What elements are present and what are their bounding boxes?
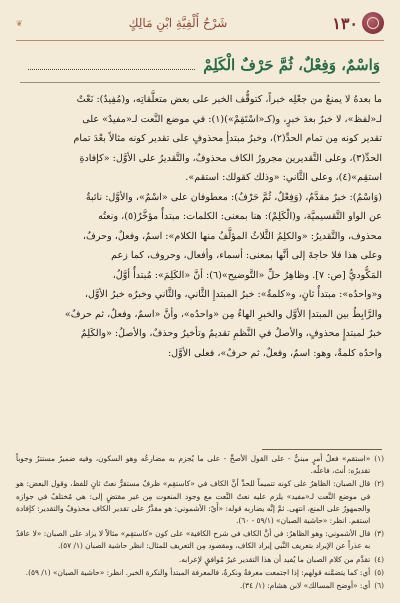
body-line: استقِم»(٤)، وعلى الثَّاني: «وذلك كقولك: استقم». xyxy=(185,172,382,183)
footnote-number: (٤) xyxy=(374,554,384,564)
footnote xyxy=(16,567,384,579)
footnote xyxy=(16,478,384,527)
verse-text: وَاسْمٌ، وَفِعْلٌ، ثُمَّ حَرْفٌ الْكَلِمْ xyxy=(203,56,380,74)
footnote-text: أي: «أوضح المسالك» لابن هشام: (١/ ٣٤). xyxy=(239,581,371,591)
body-line: واحدُه كلمةٌ، وهو: اسمٌ، وفعلٌ، ثم حرفٌ»، فعلى الأوَّل: xyxy=(167,347,382,359)
body-line: ما بعدهُ لا يمنعُ من جعْلِه خبراً، كتوقُّف الخبر على بعض متعلَّقاتِه، و(مُفِيدٌ): نَعْتٌ xyxy=(76,94,382,105)
body-line: خبرٌ لمبتدإٍ محذوفٍ، والأصلُ في النَّظمِ تقديمٌ وتأخيرٌ وحذفٌ، والأصلُ: «والكَلِمُ xyxy=(80,328,382,339)
footnote-number: (١) xyxy=(374,454,384,463)
body-line: لـ«لفظ»، لا خبرٌ بعدَ خبرٍ، و(كـ«اسْتَقِمْ»)(١): في موضع النَّعت لـ«مفيدٌ» على xyxy=(82,113,382,125)
verse-heading xyxy=(20,56,380,74)
footnote-text: أي: كما يتضمَّنه قولهم: إذا اجتمعت معرفةٌ ونكرةٌ، فالمعرفة المبتدأ والنكرة الخبر. انظر: «حاشية الصبان» (١/ ٥٩). xyxy=(25,567,371,577)
medallion-ornament-icon xyxy=(362,12,384,34)
body-line: عن الواو التَّقسيميَّة، و(الْكَلِمْ): هنا بمعنى: الكلمات: مبتدأٌ مؤخَّرٌ(٥)، ونعتُه xyxy=(98,211,382,222)
footnotes xyxy=(16,453,384,603)
body-line: الحدِّ(٣)، وعلى التَّقديرين مجرورُ الكاف محذوفٌ، والتَّقديرُ على الأوَّل: «كإفادةِ xyxy=(79,152,382,164)
footnote-number: (٢) xyxy=(374,479,384,489)
verse-dotted-leader xyxy=(28,61,195,70)
footnote-number: (٦) xyxy=(374,581,384,591)
body-line: المَكُّوديُّ [ص: ٧]. وظاهِرُ حلِّ «التَّوضيح»(٦): أنَّ «الكَلِمَ»: مُبتدأٌ أوَّلُ، xyxy=(112,269,382,281)
page-number: ١٣٠ xyxy=(332,13,358,33)
footnote-text: قال الأشموني: وهو الظاهرُ: في أنَّ الكاف في شرح الكافية» على كون «كاستقِم» مثالاً لا يزاد على الصبان: «لا عاقدٌ به عذراً عن الإيراد بتعريف النَّبي إيراد الكاف، ومقصود مِن التعريف للمثال: انظر حاشية الصبان (١/ ٥٧). xyxy=(16,529,371,551)
footnote xyxy=(16,528,384,552)
body-line: وعلى هذا فلا حاجةَ إلى أنَّها بمعنى: أسماء، وأفعال، وحروف، كما زعم xyxy=(111,250,382,261)
footnote-text: تقدَّم من كلام الصبان ما يُفيد أن هذا التقدير غيرُ مُوافقٍ لإعرابه. xyxy=(178,554,371,564)
body-line: و«واحدُه»: مبتدأٌ ثانٍ، و«كلمةٌ»: خبرُ المبتدإِ الثَّاني، والثَّاني وخبرُه خبرُ الأوَّل، xyxy=(84,289,382,300)
body-line: والرَّابِطُ بين المبتدإ الأوَّل والخبرِ الهاءُ مِن «واحدُه»، وأنَّ «اسمٌ، وفعلٌ، ثم حرفٌ» xyxy=(64,308,382,320)
body-line: تقدير كونه مِن تمام الحدِّ(٢)، وخبرُ مبتدأٍ محذوفٍ على تقدير كونه مثالاً بعْدَ تمام xyxy=(73,133,382,144)
body-line: (وَاسْمٌ): خبرٌ مقدَّمٌ، (وَفِعْلٌ، ثُمَّ حَرْفٌ): معطوفان على «اسْمٌ»، والأوَّل: نائبةٌ xyxy=(85,191,382,203)
footnote xyxy=(16,554,384,566)
footnote-number: (٣) xyxy=(374,529,384,539)
header-ornament-icon: ❦ xyxy=(16,18,24,28)
running-title: شَرْحُ أَلْفِيَّةِ ابْنِ مَالِكٍ xyxy=(128,16,228,30)
footnote xyxy=(16,453,384,477)
body-line: محذوف، والتَّقديرُ: «والكلِمُ الثَّلاثُ المؤلَّفُ منها الكلام»: اسمٌ، وفعلٌ، وحرفٌ، xyxy=(82,230,382,242)
footnote-text: قال الصبان: الظاهرُ على كونه تتميماً للحدِّ أنَّ الكاف في «كاستقِم» ظرفٌ مستقرٌّ نعتٌ ثانٍ للفظ، وقول البعض: هو في موضع النَّعت لـ«مفيد» يلزم عليه نعتُ النَّعت مع وجود المنعوت مِن غير مقتضٍ إلى: هي مُختلفٌ في جوازه والجمهورُ على المنع، انتهى. ثمَّ إنَّه يضاربه قوله: «أَيْ: الأشموني: هو مقدَّرٌ على تقدير الكاف محذوفٌ والتقدير: كإفادة استقم. انظر: «حاشية الصبان» (٥٩/١ - ٦٠). xyxy=(16,479,371,526)
footnote-number: (٥) xyxy=(374,567,384,577)
page-number-block xyxy=(332,12,384,34)
verse-divider xyxy=(20,82,380,83)
commentary-body xyxy=(18,90,382,445)
page-header xyxy=(16,6,384,41)
footnote-divider xyxy=(262,449,382,450)
footnote xyxy=(16,580,384,592)
footnote-text: «استقم» فعلُ أمرٍ مبنيٌّ - على القول الأصحِّ - على ما يُجزم به مضارعُه وهو السكون، وفيه ضميرٌ مستترٌ وجوباً تقديرُه: أنتَ، فاعلُه. xyxy=(16,454,371,476)
